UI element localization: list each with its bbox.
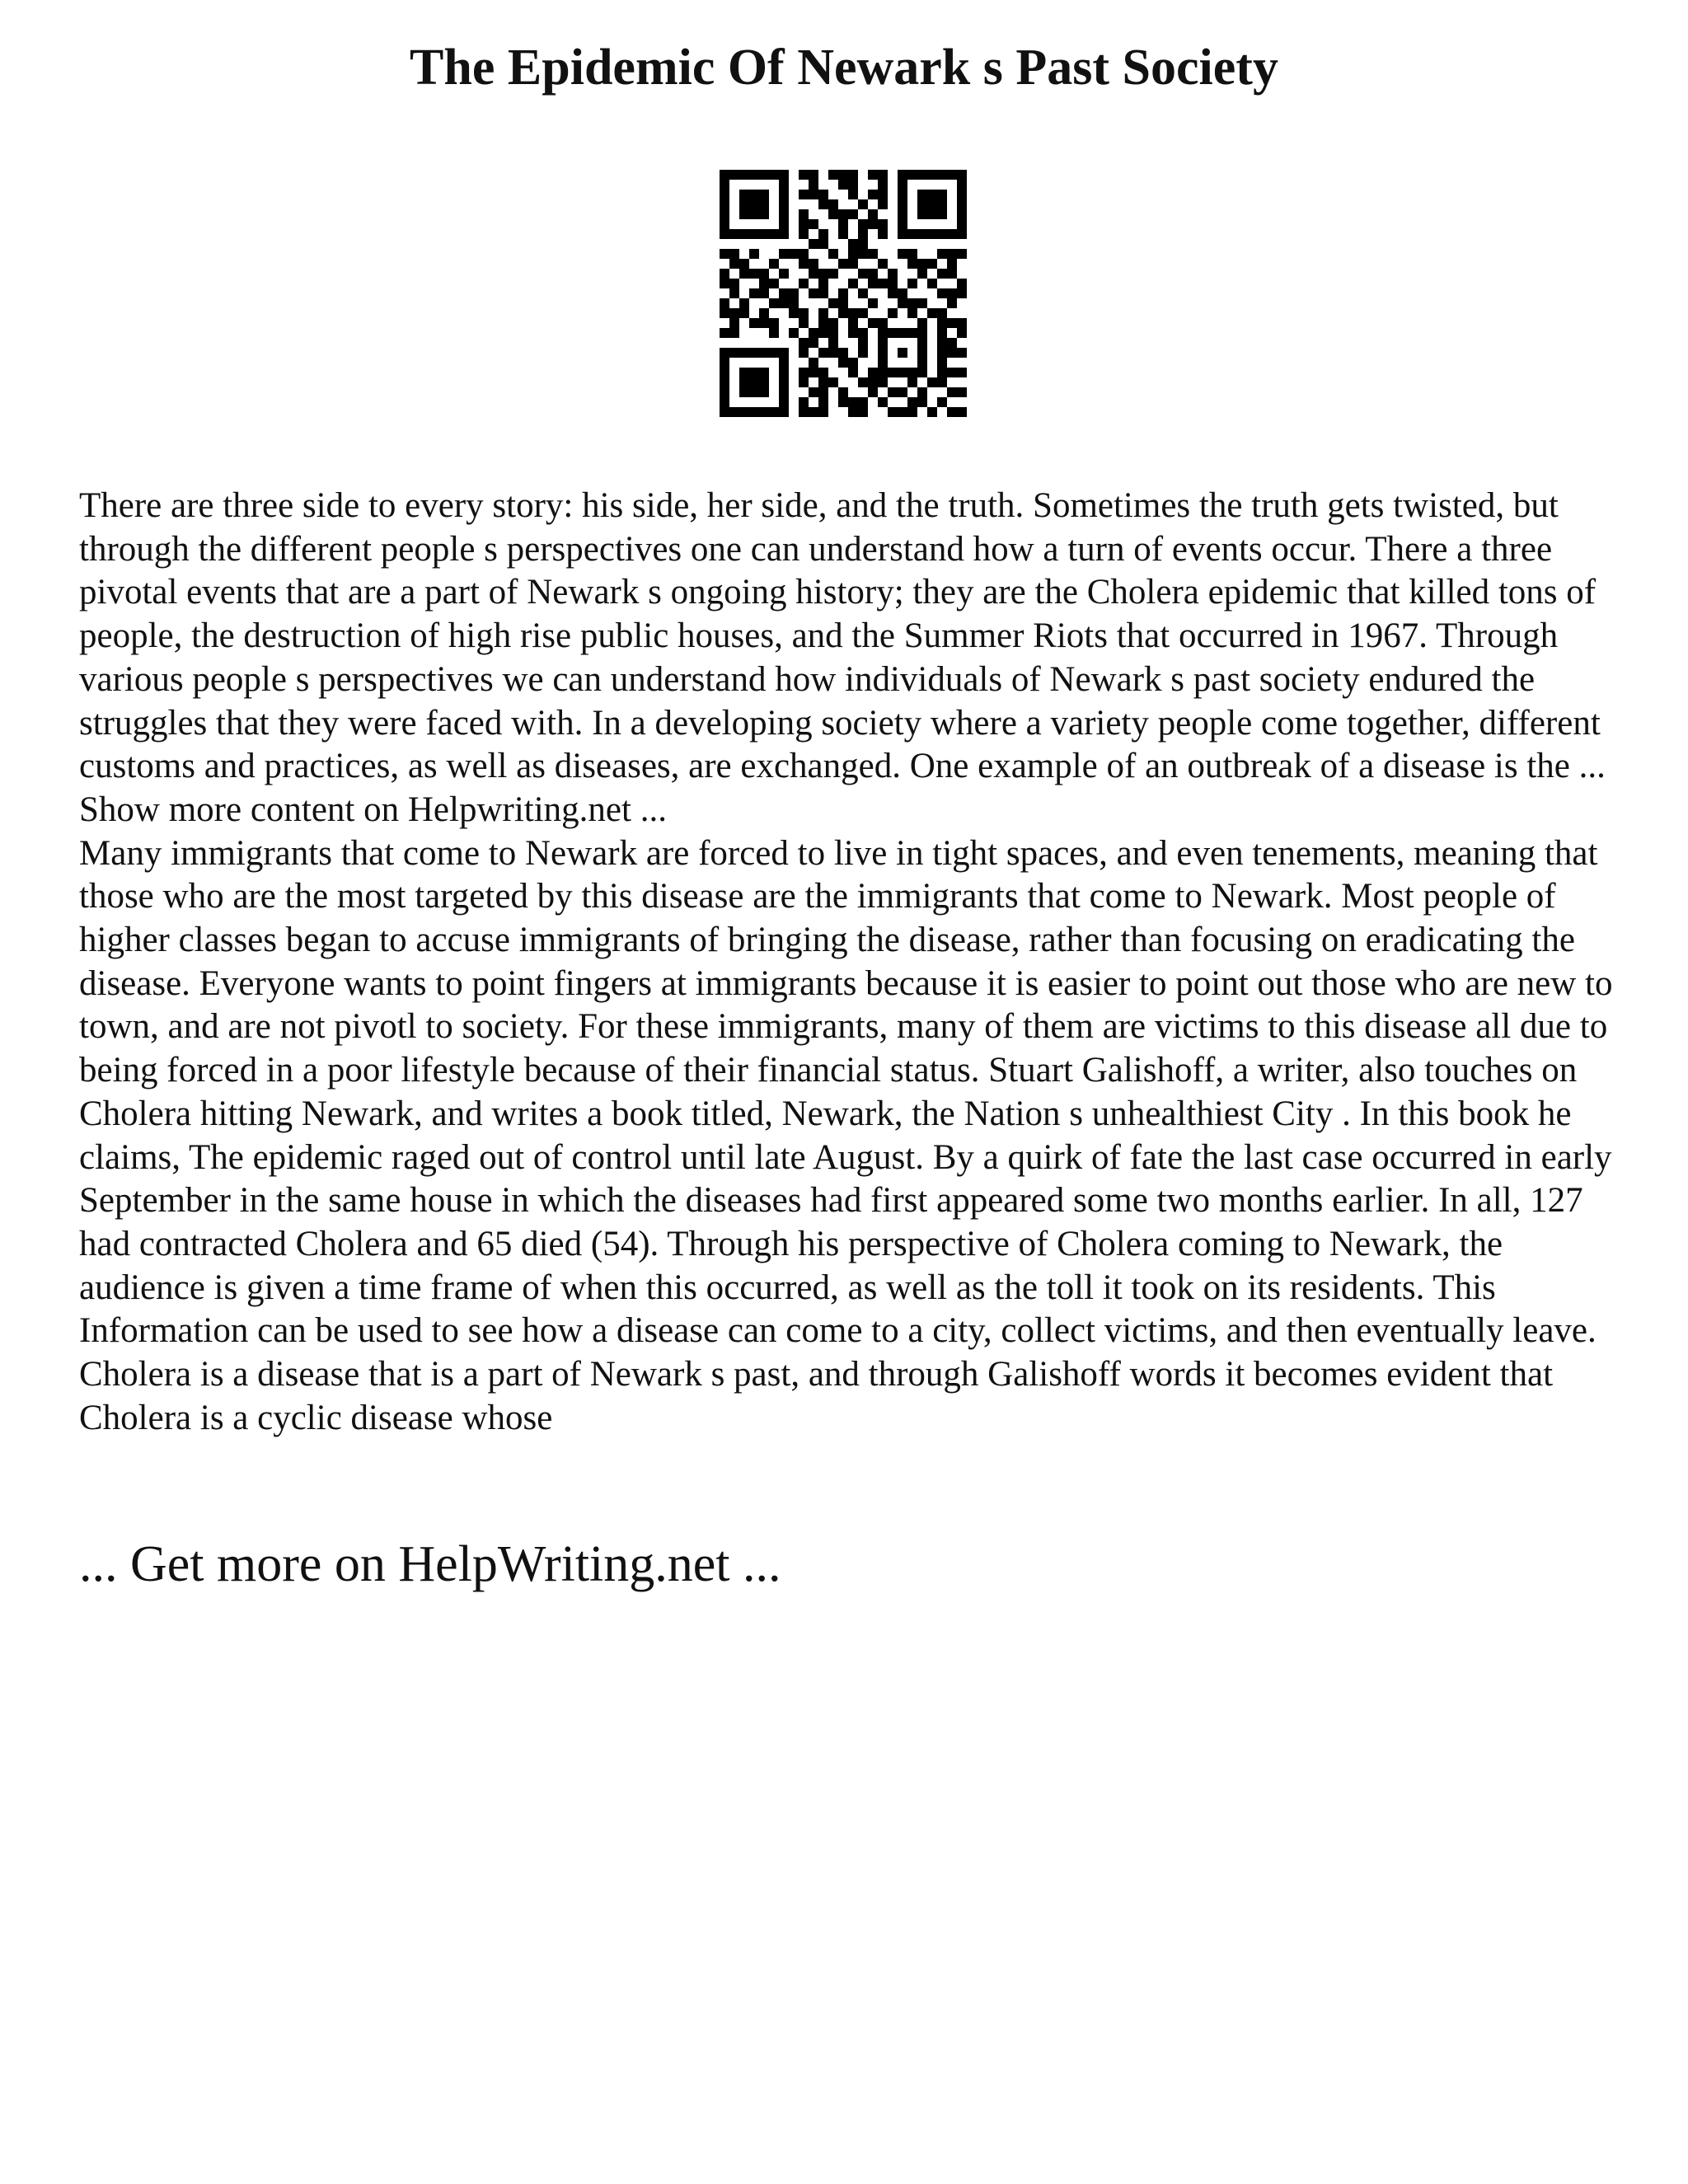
get-more-link[interactable]: ... Get more on HelpWriting.net ... bbox=[79, 1536, 781, 1592]
qr-code-icon bbox=[720, 170, 967, 417]
paragraph: There are three side to every story: his side, her side, and the truth. Sometimes the truth gets twisted, but through the different people s perspectives one can understand how a turn of events occur. There a three pivotal events that are a part of Newark s ongoing history; they are the Cholera epidemic that killed tons of people, the destruction of high rise public houses, and the Summer Riots that occurred in 1967. Through various people s perspectives we can understand how individuals of Newark s past society endured the struggles that they were faced with. In a developing society where a variety people come together, different customs and practices, as well as diseases, are exchanged. One example of an outbreak of a disease is the ... Show more content on Helpwriting.net ... bbox=[79, 486, 1606, 829]
article-body bbox=[79, 485, 1629, 1440]
page-title: The Epidemic Of Newark s Past Society bbox=[410, 40, 1278, 96]
paragraph: Many immigrants that come to Newark are forced to live in tight spaces, and even tenements, meaning that those who are the most targeted by this disease are the immigrants that come to Newark. Most people of higher classes began to accuse immigrants of bringing the disease, rather than focusing on eradicating the disease. Everyone wants to point fingers at immigrants because it is easier to point out those who are new to town, and are not pivotl to society. For these immigrants, many of them are victims to this disease all due to being forced in a poor lifestyle because of their financial status. Stuart Galishoff, a writer, also touches on Cholera hitting Newark, and writes a book titled, Newark, the Nation s unhealthiest City . In this book he claims, The epidemic raged out of control until late August. By a quirk of fate the last case occurred in early September in the same house in which the diseases had first appeared some two months earlier. In all, 127 had contracted Cholera and 65 died (54). Through his perspective of Cholera coming to Newark, the audience is given a time frame of when this occurred, as well as the toll it took on its residents. This Information can be used to see how a disease can come to a city, collect victims, and then eventually leave. Cholera is a disease that is a part of Newark s past, and through Galishoff words it becomes evident that Cholera is a cyclic disease whose bbox=[79, 833, 1613, 1437]
